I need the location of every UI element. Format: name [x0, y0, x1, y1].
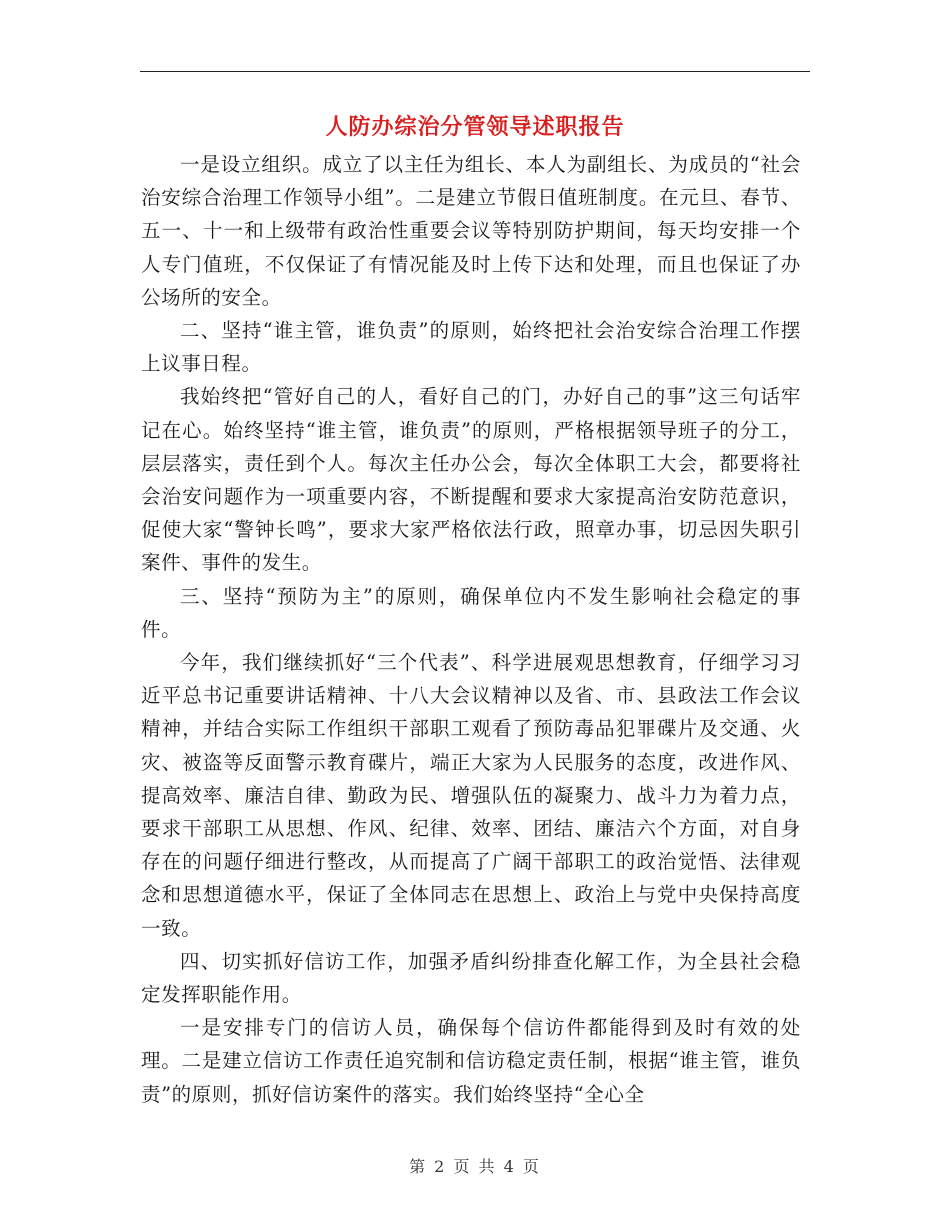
document-title: 人防办综治分管领导述职报告: [325, 114, 625, 140]
paragraph: 二、坚持“谁主管，谁负责”的原则，始终把社会治安综合治理工作摆上议事日程。: [141, 319, 801, 376]
page-number: 第 2 页 共 4 页: [409, 1157, 541, 1176]
paragraph: 今年，我们继续抓好“三个代表”、科学进展观思想教育，仔细学习习近平总书记重要讲话精神、十八大会议精神以及省、市、县政法工作会议精神，并结合实际工作组织干部职工观看了预防毒品犯罪碟片及交通、火灾、被盗等反面警示教育碟片，端正大家为人民服务的态度，改进作风、提高效率、廉洁自律、勤政为民、增强队伍的凝聚力、战斗力为着力点，要求干部职工从思想、作风、纪律、效率、团结、廉洁六个方面，对自身存在的问题仔细进行整改，从而提高了广阔干部职工的政治觉悟、法律观念和思想道德水平，保证了全体同志在思想上、政治上与党中央保持高度一致。: [141, 651, 801, 940]
paragraph: 一是安排专门的信访人员，确保每个信访件都能得到及时有效的处理。二是建立信访工作责任追究制和信访稳定责任制，根据“谁主管，谁负责”的原则，抓好信访案件的落实。我们始终坚持“全心全: [141, 1016, 801, 1106]
paragraph: 四、切实抓好信访工作，加强矛盾纠纷排查化解工作，为全县社会稳定发挥职能作用。: [141, 949, 801, 1007]
paragraph: 一是设立组织。成立了以主任为组长、本人为副组长、为成员的“社会治安综合治理工作领导小组”。二是建立节假日值班制度。在元旦、春节、五一、十一和上级带有政治性重要会议等特别防护期间，每天均安排一个人专门值班，不仅保证了有情况能及时上传下达和处理，而且也保证了办公场所的安全。: [141, 153, 801, 309]
header-rule: [140, 71, 810, 72]
paragraph: 三、坚持“预防为主”的原则，确保单位内不发生影响社会稳定的事件。: [141, 584, 801, 641]
document-body: [141, 148, 801, 1111]
paragraph: 我始终把“管好自己的人，看好自己的门，办好自己的事”这三句话牢记在心。始终坚持“谁主管，谁负责”的原则，严格根据领导班子的分工，层层落实，责任到个人。每次主任办公会，每次全体职工大会，都要将社会治安问题作为一项重要内容，不断提醒和要求大家提高治安防范意识，促使大家“警钟长鸣”，要求大家严格依法行政，照章办事，切忌因失职引案件、事件的发生。: [141, 385, 801, 575]
